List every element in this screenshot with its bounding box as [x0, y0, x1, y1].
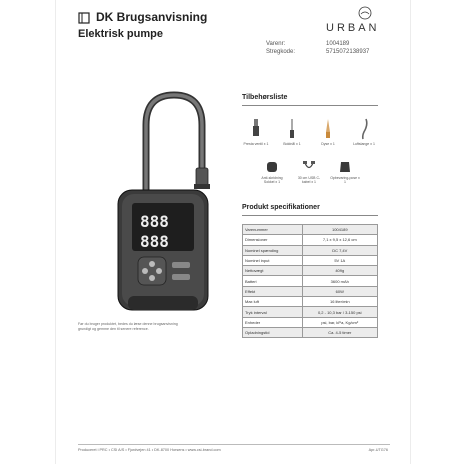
- presta-valve-icon: [252, 118, 260, 140]
- spec-row: [243, 276, 378, 286]
- accessory-label: Opbevaring-pose x 1: [330, 176, 360, 184]
- accessory-label: Dyse x 1: [321, 142, 335, 146]
- meta-row-item-number: [266, 40, 369, 48]
- pump-illustration: [56, 0, 236, 330]
- usb-c-cable-icon: [302, 160, 316, 174]
- accessory-label: 30 cm USB C-kabel x 1: [297, 176, 321, 184]
- svg-text:888: 888: [140, 212, 169, 231]
- spec-row: [243, 297, 378, 307]
- spec-key: Nominel spænding: [243, 245, 303, 255]
- accessory-label: Boldnål x 1: [283, 142, 301, 146]
- accessory-storage-bag: [330, 160, 360, 184]
- accessory-nozzle: [313, 118, 343, 146]
- brand-logo-icon: [358, 6, 372, 20]
- spec-row: [243, 317, 378, 327]
- spec-row: [243, 225, 378, 235]
- footer-code: Apr-UTG76: [368, 448, 388, 452]
- air-hose-icon: [359, 118, 369, 140]
- spec-value: 5V 1A: [302, 255, 377, 265]
- accessory-label: Luftslange x 1: [353, 142, 375, 146]
- accessory-air-hose: [349, 118, 379, 146]
- spec-value: 7,1 x 9,5 x 12,6 cm: [302, 235, 377, 245]
- brand-name: URBAN: [326, 22, 380, 34]
- footer-address: Produceret i PRC • CSI A/S • Fjordvejen 41 • DK-8700 Horsens • www.csi-brand.com: [78, 448, 221, 452]
- meta-row-barcode: [266, 48, 369, 56]
- spec-key: Enheder: [243, 317, 303, 327]
- meta-key: Stregkode:: [266, 49, 296, 55]
- spec-key: Opladningstid: [243, 327, 303, 337]
- spec-value: 16 liter/min: [302, 297, 377, 307]
- spec-value: DC 7,4V: [302, 245, 377, 255]
- accessories-heading: Tilbehørsliste: [242, 94, 288, 101]
- specs-table: [242, 224, 378, 338]
- accessory-anti-slip-base: [257, 160, 287, 184]
- spec-value: 0,2 - 10,3 bar / 3-150 psi: [302, 307, 377, 317]
- spec-value: 60W: [302, 286, 377, 296]
- svg-text:888: 888: [140, 232, 169, 251]
- specs-divider: [242, 215, 378, 216]
- manual-page: [55, 0, 411, 464]
- accessories-divider: [242, 105, 378, 106]
- spec-value: 409g: [302, 266, 377, 276]
- accessory-label: Anti-skridning Sokkel x 1: [261, 176, 283, 184]
- accessory-ball-needle: [277, 118, 307, 146]
- product-meta: [266, 40, 369, 56]
- meta-value: 1004189: [326, 41, 350, 47]
- spec-value: 3600 mAh: [302, 276, 377, 286]
- accessory-usb-c-cable: [294, 160, 324, 184]
- spec-key: Batteri: [243, 276, 303, 286]
- accessory-presta-valve: [241, 118, 271, 146]
- spec-key: Effekt: [243, 286, 303, 296]
- spec-key: Nominel input: [243, 255, 303, 265]
- nozzle-icon: [324, 118, 332, 140]
- manual-title: DK Brugsanvisning: [96, 10, 208, 24]
- spec-key: Nettovægt: [243, 266, 303, 276]
- spec-key: Varenummer: [243, 225, 303, 235]
- product-subtitle: Elektrisk pumpe: [78, 28, 163, 40]
- footer-divider: [78, 444, 390, 445]
- anti-slip-base-icon: [265, 160, 279, 174]
- spec-row: [243, 266, 378, 276]
- spec-row: [243, 235, 378, 245]
- spec-value: Ca. 4-5 timer: [302, 327, 377, 337]
- spec-key: Dimensioner: [243, 235, 303, 245]
- read-instructions-note: Før du bruger produktet, bedes du læse denne brugsanvisning grundigt og gemme den til senere reference.: [78, 322, 178, 331]
- meta-value: 5715072138937: [326, 49, 370, 55]
- spec-key: Tryk interval: [243, 307, 303, 317]
- spec-value: psi, bar, kPa, Kg/cm²: [302, 317, 377, 327]
- ball-needle-icon: [288, 118, 296, 140]
- spec-row: [243, 255, 378, 265]
- spec-row: [243, 307, 378, 317]
- meta-key: Varenr:: [266, 41, 286, 47]
- storage-bag-icon: [338, 160, 352, 174]
- spec-value: 1004189: [302, 225, 377, 235]
- spec-row: [243, 245, 378, 255]
- spec-row: [243, 286, 378, 296]
- accessory-label: Presta ventil x 1: [243, 142, 269, 146]
- spec-key: Max luft: [243, 297, 303, 307]
- specs-heading: Produkt specifikationer: [242, 204, 320, 211]
- spec-row: [243, 327, 378, 337]
